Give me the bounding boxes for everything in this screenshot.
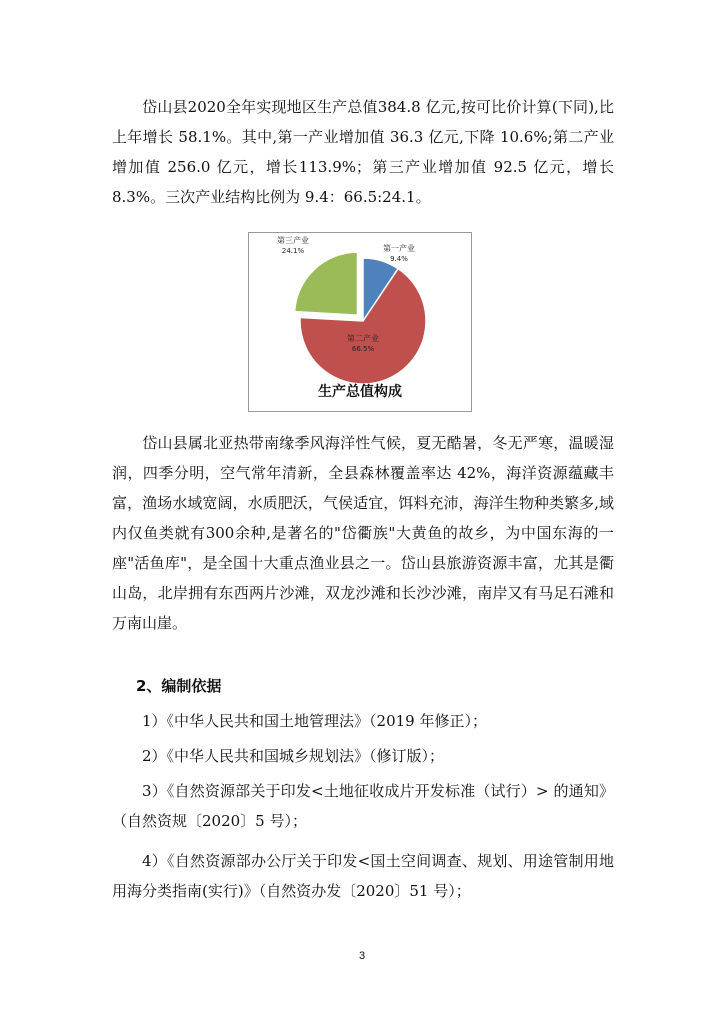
- slice-name-label: 第三产业: [277, 236, 309, 245]
- reference-item: [112, 846, 614, 906]
- pie-slice-3: [295, 252, 358, 315]
- slice-value-label: 24.1%: [281, 247, 305, 255]
- slice-value-label: 66.5%: [351, 345, 375, 353]
- slice-name-label: 第一产业: [383, 244, 415, 253]
- reference-text: 3）《自然资源部关于印发<土地征收成片开发标准（试行）> 的通知》（自然资规〔2020〕5 号）；: [112, 782, 614, 830]
- page-number: 3: [358, 950, 366, 962]
- climate-text: 岱山县属北亚热带南缘季风海洋性气候，夏无酷暑，冬无严寒，温暖湿润，四季分明，空气常年清新，全县森林覆盖率达 42%，海洋资源蕴藏丰富，渔场水域宽阔，水质肥沃，气侯适宜，饵料充沛，海洋生物种类繁多,域内仅鱼类就有300余种,是著名的"岱衢族"大黄鱼的故乡，为中国东海的一座"活鱼库"，是全国十大重点渔业县之一。岱山县旅游资源丰富，尤其是衢山岛，北岸拥有东西两片沙滩，双龙沙滩和长沙沙滩，南岸又有马足石滩和万南山崖。: [112, 434, 614, 632]
- slice-name-label: 第二产业: [347, 334, 379, 343]
- slice-value-label: 9.4%: [390, 255, 408, 263]
- reference-text: 4）《自然资源部办公厅关于印发<国土空间调查、规划、用途管制用地用海分类指南(实行)》（自然资办发〔2020〕51 号）；: [112, 852, 614, 900]
- economy-text: 岱山县2020全年实现地区生产总值384.8 亿元,按可比价计算(下同),比上年增长 58.1%。其中,第一产业增加值 36.3 亿元,下降 10.6%;第二产业增加值 256.0 亿元，增长113.9%；第三产业增加值 92.5 亿元，增长 8.3%。三次产业结构比例为 9.4：66.5:24.1。: [112, 98, 614, 206]
- chart-title: 生产总值构成: [318, 384, 402, 400]
- reference-item: [112, 706, 614, 736]
- reference-text: 1）《中华人民共和国土地管理法》（2019 年修正）；: [142, 712, 487, 730]
- economy-paragraph: [112, 92, 614, 212]
- section-heading: 2、编制依据: [136, 677, 222, 695]
- gdp-pie-chart: [248, 232, 472, 412]
- reference-item: [112, 776, 614, 836]
- reference-text: 2）《中华人民共和国城乡规划法》（修订版）；: [142, 747, 445, 765]
- climate-paragraph: [112, 428, 614, 638]
- reference-item: [112, 741, 614, 771]
